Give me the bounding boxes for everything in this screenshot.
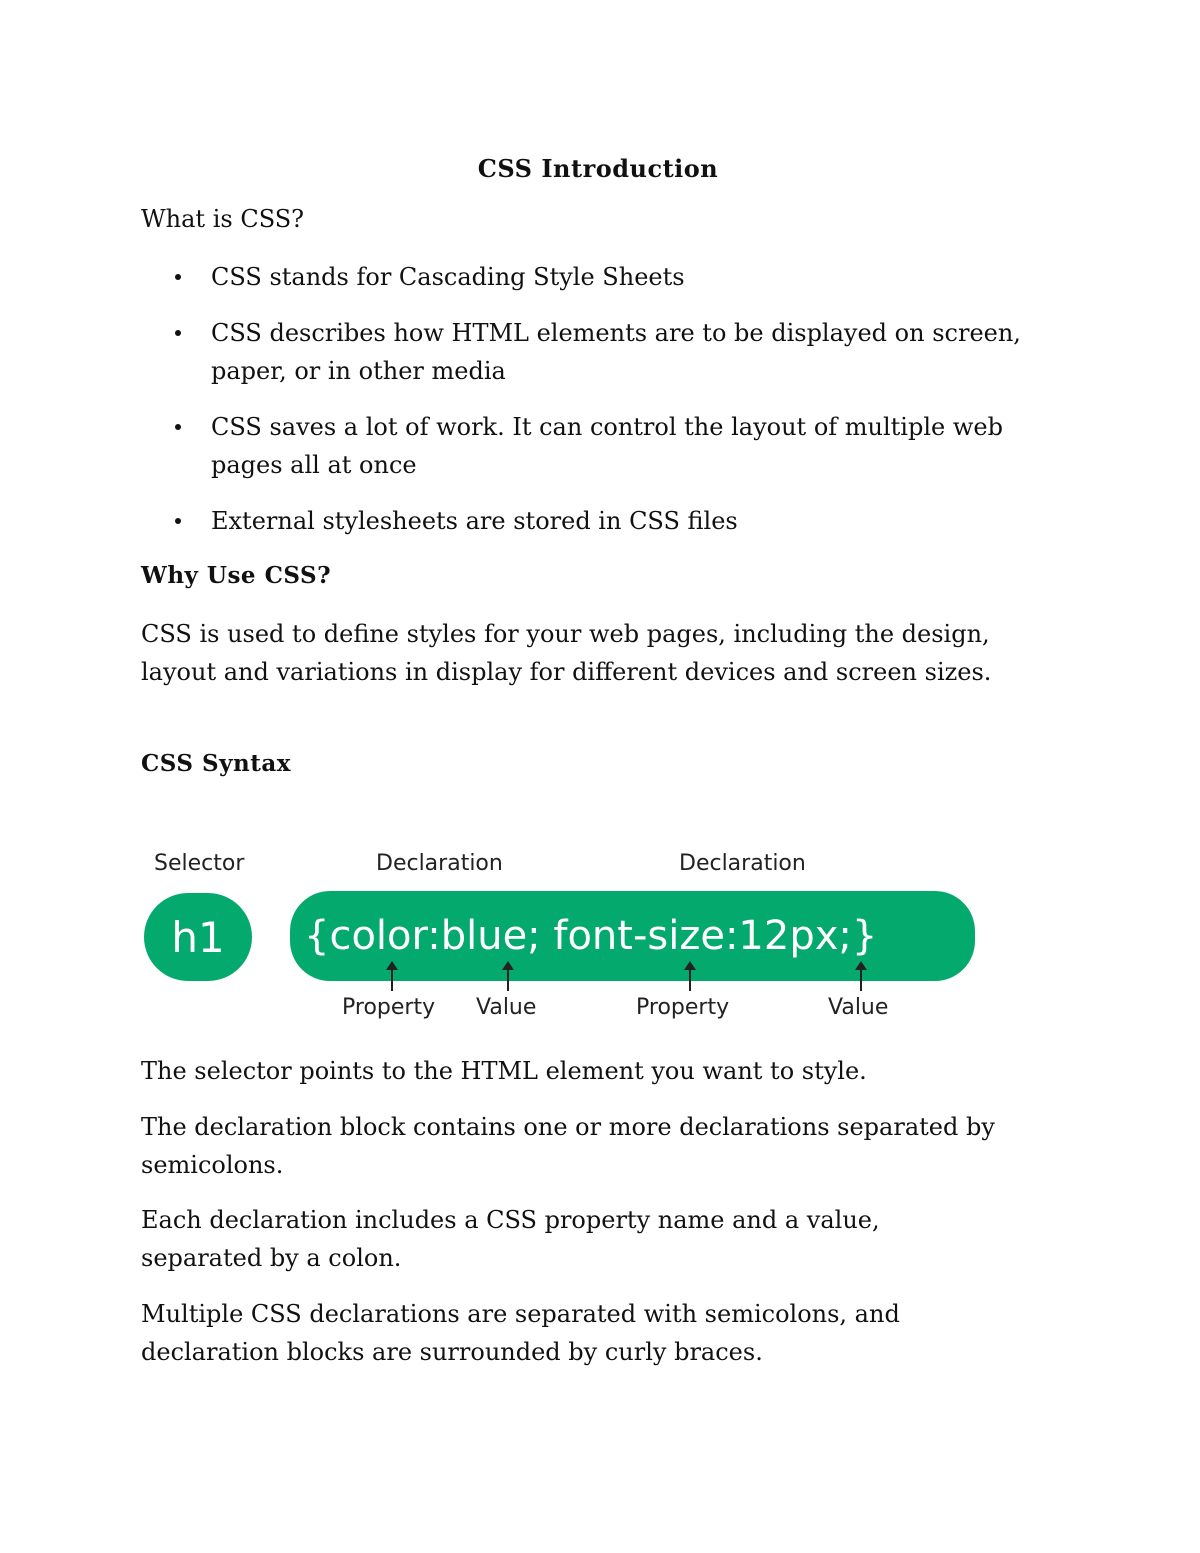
property-label-1: Property xyxy=(342,995,436,1020)
property-label-2: Property xyxy=(636,995,730,1020)
syntax-paragraph-4: Multiple CSS declarations are separated with semicolons, and declaration blocks are surrounded by curly braces. xyxy=(141,1300,900,1366)
declaration-block-pill: {color:blue; font-size:12px;} xyxy=(290,891,975,981)
why-use-paragraph: CSS is used to define styles for your web pages, including the design, layout and variations in display for different devices and screen sizes. xyxy=(141,620,992,686)
list-item: External stylesheets are stored in CSS files xyxy=(141,502,1041,540)
bullet-icon xyxy=(175,518,181,524)
property-arrow-icon-1 xyxy=(391,963,393,991)
list-item: CSS stands for Cascading Style Sheets xyxy=(141,258,1041,296)
value-arrow-icon-1 xyxy=(507,963,509,991)
value-label-1: Value xyxy=(476,995,537,1020)
bullet-icon xyxy=(175,274,181,280)
selector-label: Selector xyxy=(154,851,245,876)
property-arrow-icon-2 xyxy=(689,963,691,991)
declaration-label-1: Declaration xyxy=(376,851,503,876)
page-title: CSS Introduction xyxy=(477,154,719,183)
what-is-bullet-list xyxy=(141,258,1041,558)
css-syntax-diagram xyxy=(140,845,980,1035)
why-use-heading: Why Use CSS? xyxy=(141,562,332,589)
value-label-2: Value xyxy=(828,995,889,1020)
selector-pill: h1 xyxy=(144,893,252,981)
bullet-icon xyxy=(175,330,181,336)
list-item: CSS saves a lot of work. It can control the layout of multiple web pages all at once xyxy=(141,408,1041,484)
syntax-heading: CSS Syntax xyxy=(141,750,291,777)
syntax-paragraph-3: Each declaration includes a CSS property name and a value, separated by a colon. xyxy=(141,1206,880,1272)
what-is-heading: What is CSS? xyxy=(141,205,305,233)
list-item: CSS describes how HTML elements are to be displayed on screen, paper, or in other media xyxy=(141,314,1041,390)
declaration-label-2: Declaration xyxy=(679,851,806,876)
syntax-paragraph-1: The selector points to the HTML element you want to style. xyxy=(141,1057,867,1085)
bullet-icon xyxy=(175,424,181,430)
value-arrow-icon-2 xyxy=(860,963,862,991)
syntax-paragraph-2: The declaration block contains one or more declarations separated by semicolons. xyxy=(141,1113,995,1179)
